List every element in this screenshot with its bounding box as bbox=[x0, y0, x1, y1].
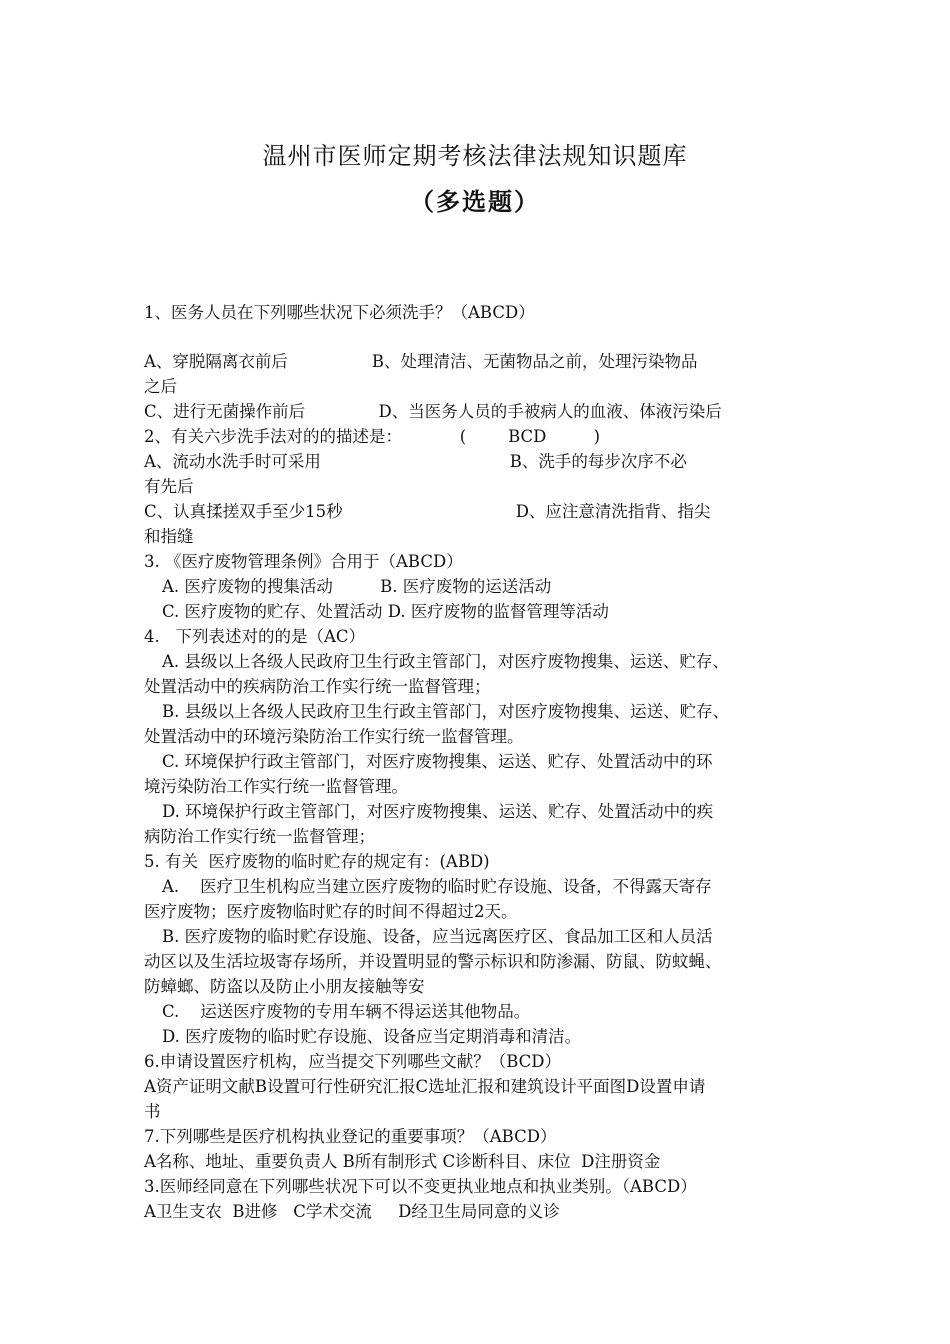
text-line: 6.申请设置医疗机构，应当提交下列哪些文献？（BCD） bbox=[144, 1052, 562, 1071]
text-line: C. 医疗废物的贮存、处置活动 D. 医疗废物的监督管理等活动 bbox=[162, 602, 609, 621]
text-line: 3. 《医疗废物管理条例》合用于（ABCD） bbox=[144, 552, 463, 571]
text-line: 防蟑螂、防盗以及防止小朋友接触等安 bbox=[144, 977, 425, 996]
text-line: 3.医师经同意在下列哪些状况下可以不变更执业地点和执业类别。（ABCD） bbox=[144, 1177, 697, 1196]
text-line: 和指缝 bbox=[144, 527, 194, 546]
text-line: 动区以及生活垃圾寄存场所，并设置明显的警示标识和防渗漏、防鼠、防蚊蝇、 bbox=[144, 952, 722, 971]
text-line: C、认真揉搓双手至少15秒 D、应注意清洗指背、指尖 bbox=[144, 502, 711, 521]
text-line: 境污染防治工作实行统一监督管理。 bbox=[144, 777, 408, 796]
text-line: A. 医疗废物的搜集活动 B. 医疗废物的运送活动 bbox=[162, 577, 552, 596]
text-line: C. 环境保护行政主管部门，对医疗废物搜集、运送、贮存、处置活动中的环 bbox=[162, 752, 713, 771]
text-line: 医疗废物；医疗废物临时贮存的时间不得超过2天。 bbox=[144, 902, 518, 921]
text-line: A名称、地址、重要负责人 B所有制形式 C诊断科目、床位 D注册资金 bbox=[144, 1152, 661, 1171]
text-line: 处置活动中的环境污染防治工作实行统一监督管理。 bbox=[144, 727, 524, 746]
text-line: D. 医疗废物的临时贮存设施、设备应当定期消毒和清洁。 bbox=[162, 1027, 582, 1046]
text-line: 书 bbox=[144, 1102, 161, 1121]
text-line: D. 环境保护行政主管部门，对医疗废物搜集、运送、贮存、处置活动中的疾 bbox=[162, 802, 714, 821]
text-line: A、穿脱隔离衣前后 B、处理清洁、无菌物品之前，处理污染物品 bbox=[144, 352, 698, 371]
text-line: A. 医疗卫生机构应当建立医疗废物的临时贮存设施、设备，不得露天寄存 bbox=[162, 877, 712, 896]
text-line: 2、有关六步洗手法对的的描述是： ( BCD ) bbox=[144, 427, 601, 446]
text-line: 7.下列哪些是医疗机构执业登记的重要事项？（ABCD） bbox=[144, 1127, 557, 1146]
text-line: C. 运送医疗废物的专用车辆不得运送其他物品。 bbox=[162, 1002, 531, 1021]
document-title: 温州市医师定期考核法律法规知识题库 bbox=[262, 142, 688, 170]
document-subtitle: （多选题） bbox=[410, 187, 540, 216]
text-line: 之后 bbox=[144, 377, 177, 396]
text-line: B. 县级以上各级人民政府卫生行政主管部门，对医疗废物搜集、运送、贮存、 bbox=[162, 702, 730, 721]
text-line: B. 医疗废物的临时贮存设施、设备，应当远离医疗区、食品加工区和人员活 bbox=[162, 927, 713, 946]
text-line: 4. 下列表述对的的是（AC） bbox=[144, 627, 366, 646]
text-line: A、流动水洗手时可采用 B、洗手的每步次序不必 bbox=[144, 452, 687, 471]
text-line: C、进行无菌操作前后 D、当医务人员的手被病人的血液、体液污染后 bbox=[144, 402, 722, 421]
text-line: A. 县级以上各级人民政府卫生行政主管部门，对医疗废物搜集、运送、贮存、 bbox=[162, 652, 729, 671]
text-line: 5. 有关 医疗废物的临时贮存的规定有：(ABD) bbox=[144, 852, 490, 871]
text-line: 1、医务人员在下列哪些状况下必须洗手？（ABCD） bbox=[144, 303, 535, 322]
text-line: A资产证明文献B设置可行性研究汇报C选址汇报和建筑设计平面图D设置申请 bbox=[144, 1077, 706, 1096]
text-line: A卫生支农 B进修 C学术交流 D经卫生局同意的义诊 bbox=[144, 1202, 560, 1221]
text-line: 处置活动中的疾病防治工作实行统一监督管理； bbox=[144, 677, 491, 696]
text-line: 有先后 bbox=[144, 477, 194, 496]
text-line: 病防治工作实行统一监督管理； bbox=[144, 827, 375, 846]
